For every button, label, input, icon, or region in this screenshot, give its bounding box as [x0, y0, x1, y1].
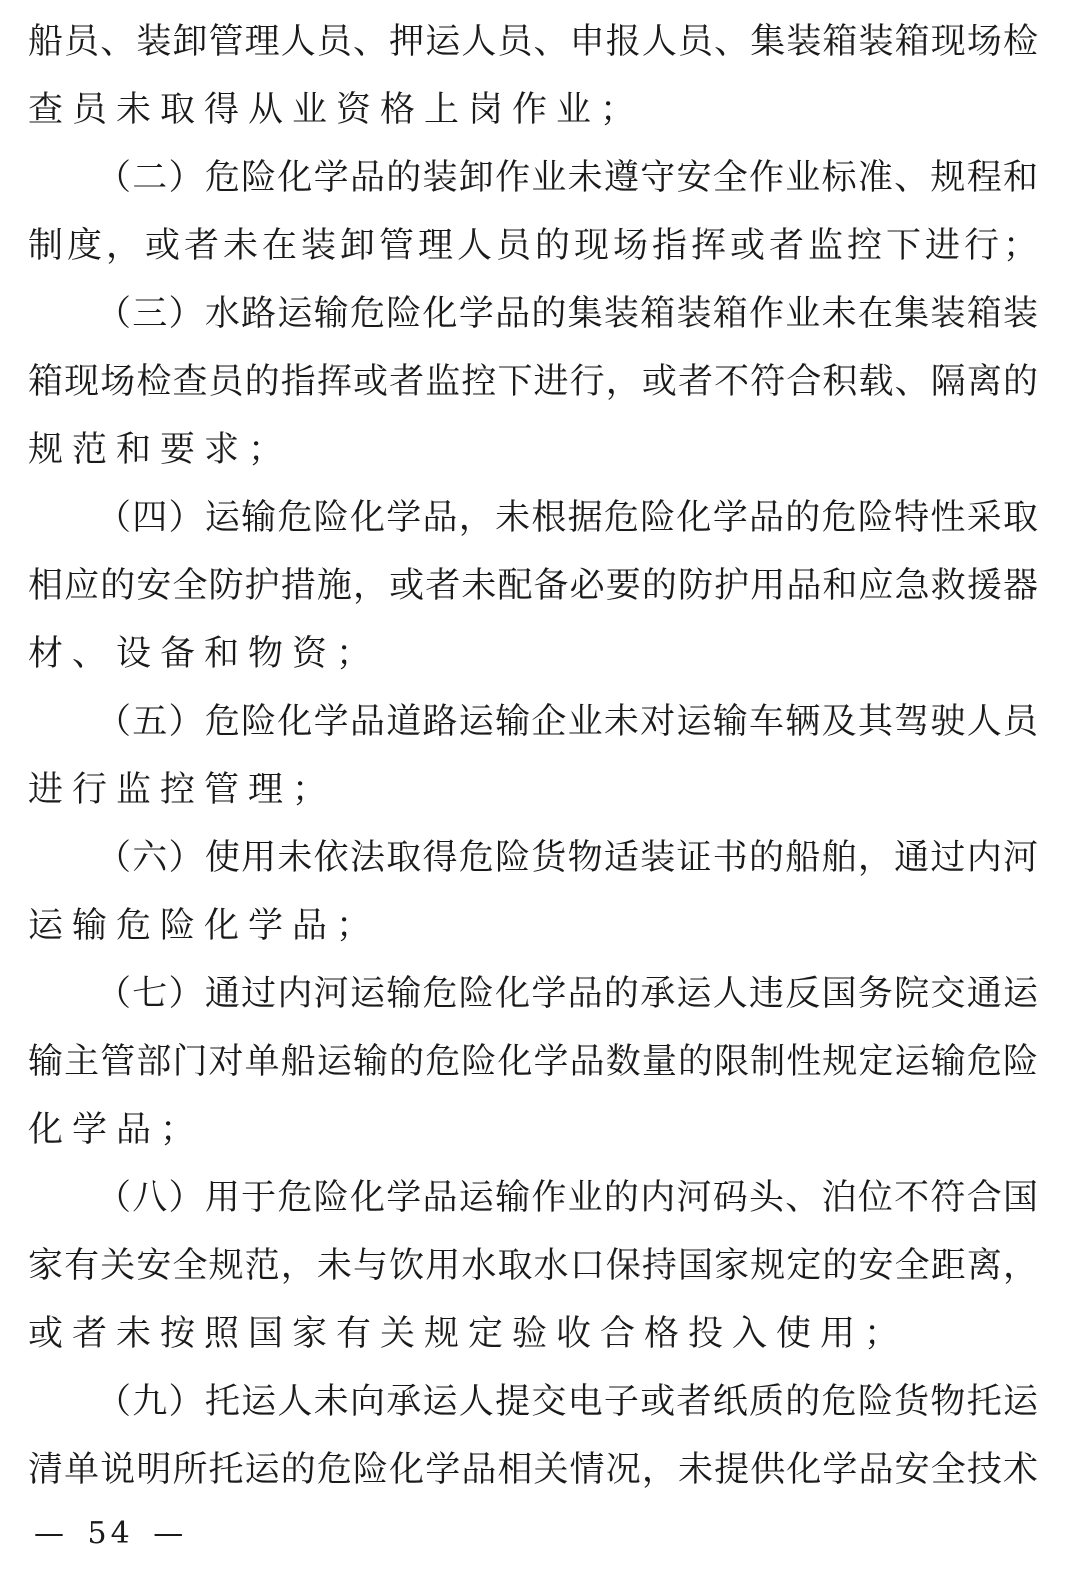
text-line: （八）用于危险化学品运输作业的内河码头、泊位不符合国 [96, 1178, 1038, 1218]
text-line: 家有关安全规范，未与饮用水取水口保持国家规定的安全距离， [28, 1246, 1038, 1286]
text-line: 清单说明所托运的危险化学品相关情况，未提供化学品安全技术 [28, 1450, 1038, 1490]
text-line: 或者未按照国家有关规定验收合格投入使用； [28, 1314, 909, 1354]
text-line: 相应的安全防护措施，或者未配备必要的防护用品和应急救援器 [28, 566, 1038, 606]
page-footer [28, 1514, 193, 1554]
text-line: 输主管部门对单船运输的危险化学品数量的限制性规定运输危险 [28, 1042, 1038, 1082]
text-line: 箱现场检查员的指挥或者监控下进行，或者不符合积载、隔离的 [28, 362, 1038, 402]
text-line: 查员未取得从业资格上岗作业； [28, 90, 645, 130]
page-dash-left: — [34, 1516, 68, 1551]
page-number: 54 [87, 1516, 134, 1551]
text-line: 制度，或者未在装卸管理人员的现场指挥或者监控下进行； [28, 226, 1038, 266]
text-line: （五）危险化学品道路运输企业未对运输车辆及其驾驶人员 [96, 702, 1038, 742]
text-line: （六）使用未依法取得危险货物适装证书的船舶，通过内河 [96, 838, 1038, 878]
text-line: 运输危险化学品； [28, 906, 381, 946]
text-line: 化学品； [28, 1110, 205, 1150]
text-line: （四）运输危险化学品，未根据危险化学品的危险特性采取 [96, 498, 1038, 538]
text-line: （二）危险化学品的装卸作业未遵守安全作业标准、规程和 [96, 158, 1038, 198]
text-line: （三）水路运输危险化学品的集装箱装箱作业未在集装箱装 [96, 294, 1038, 334]
text-line: 规范和要求； [28, 430, 293, 470]
text-line: 材、设备和物资； [28, 634, 381, 674]
text-line: 船员、装卸管理人员、押运人员、申报人员、集装箱装箱现场检 [28, 22, 1038, 62]
page-dash-right: — [153, 1516, 188, 1551]
text-line: （九）托运人未向承运人提交电子或者纸质的危险货物托运 [96, 1382, 1038, 1422]
text-line: （七）通过内河运输危险化学品的承运人违反国务院交通运 [96, 974, 1038, 1014]
text-line: 进行监控管理； [28, 770, 337, 810]
